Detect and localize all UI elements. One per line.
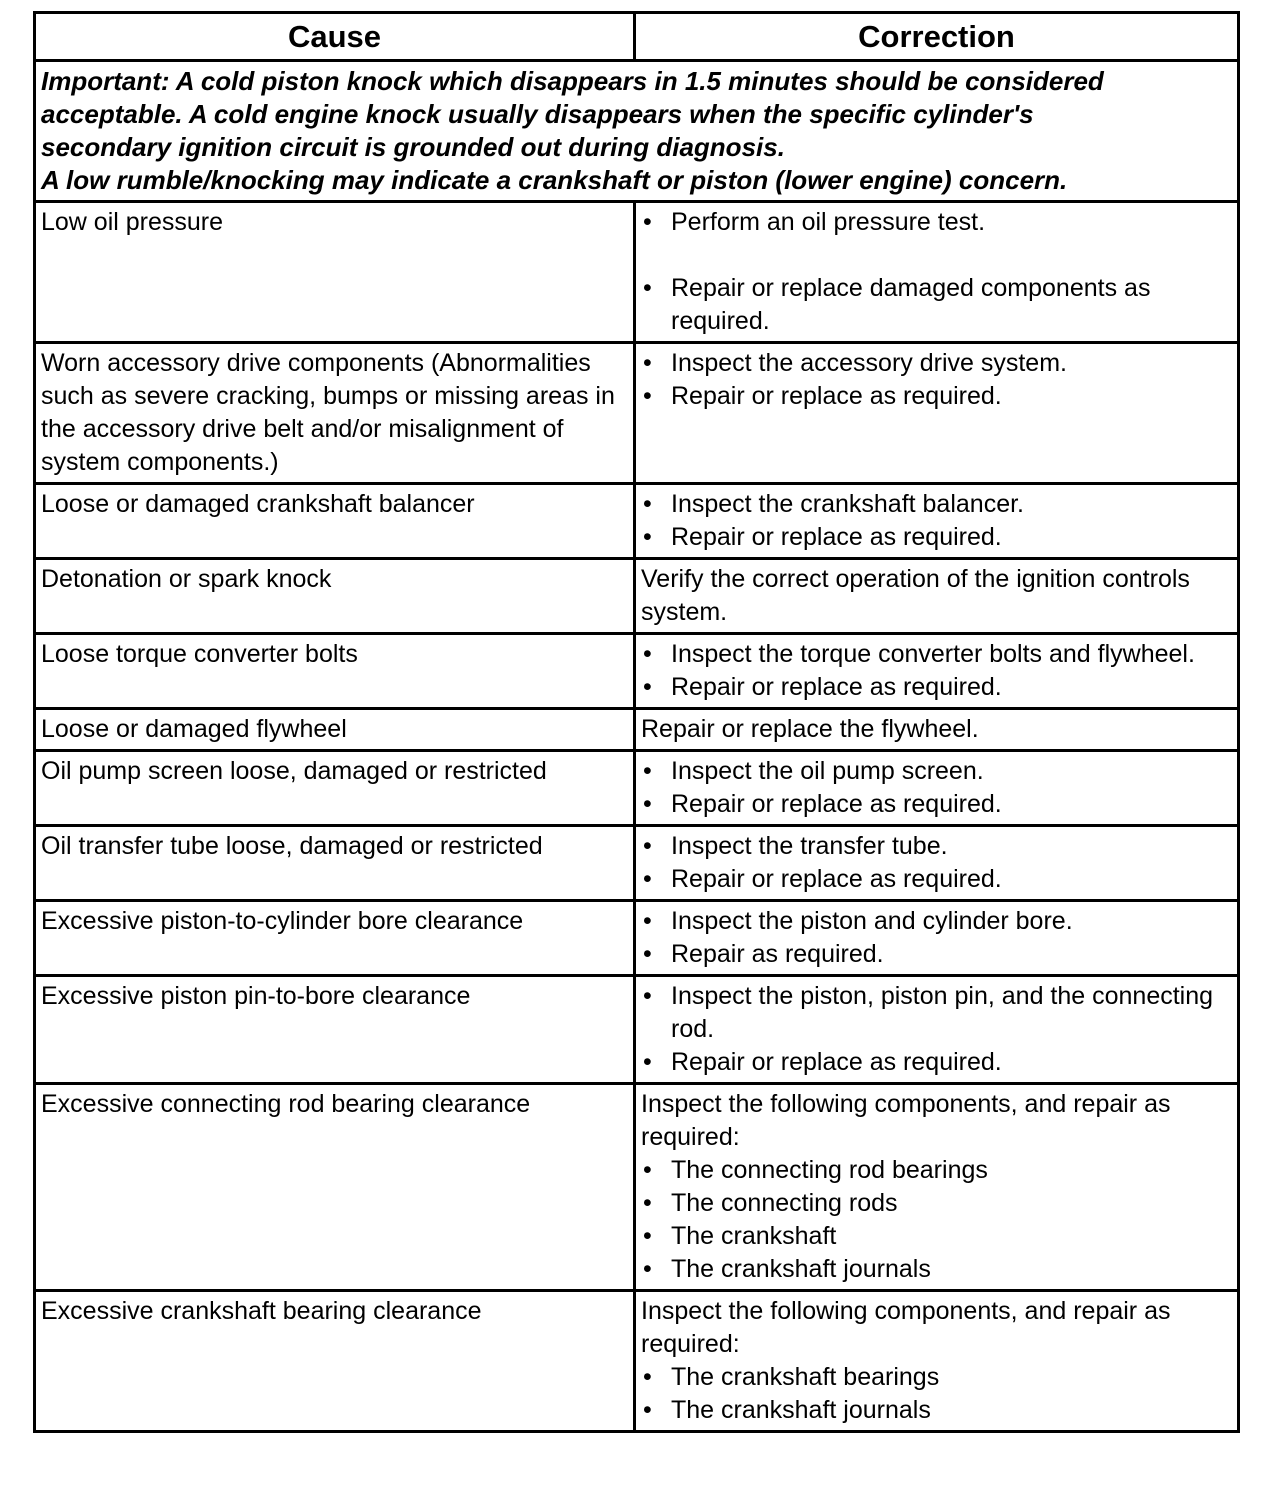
correction-bullet-list	[641, 488, 1232, 554]
cause-text: Loose torque converter bolts	[41, 640, 358, 668]
cause-text: Low oil pressure	[41, 208, 224, 236]
bullet-text: Inspect the torque converter bolts and flywheel.	[671, 640, 1195, 668]
bullet-icon: •	[643, 907, 652, 935]
correction-bullet	[641, 863, 1232, 896]
bullet-text: Inspect the accessory drive system.	[671, 349, 1067, 377]
note-line: A low rumble/knocking may indicate a crankshaft or piston (lower engine) concern.	[41, 165, 1068, 195]
correction-bullet	[641, 1361, 1232, 1394]
correction-bullet	[641, 1187, 1232, 1220]
bullet-icon: •	[643, 673, 652, 701]
bullet-icon: •	[643, 1156, 652, 1184]
bullet-icon: •	[643, 382, 652, 410]
correction-bullet-list	[641, 755, 1232, 821]
cause-cell	[35, 559, 635, 634]
bullet-icon: •	[643, 757, 652, 785]
cause-text: Oil pump screen loose, damaged or restricted	[41, 757, 547, 785]
cause-text: Oil transfer tube loose, damaged or restricted	[41, 832, 543, 860]
table-row	[35, 1084, 1239, 1291]
correction-bullet-list	[641, 980, 1232, 1079]
cause-text: Excessive connecting rod bearing clearance	[41, 1090, 531, 1118]
bullet-icon: •	[643, 1255, 652, 1283]
cause-cell	[35, 484, 635, 559]
correction-bullet	[641, 1394, 1232, 1427]
bullet-icon: •	[643, 1222, 652, 1250]
table-row	[35, 976, 1239, 1084]
bullet-text: The connecting rods	[671, 1189, 898, 1217]
important-note	[35, 61, 1239, 202]
table-row	[35, 751, 1239, 826]
correction-bullet	[641, 638, 1232, 671]
correction-bullet-list	[641, 830, 1232, 896]
cause-text: Loose or damaged crankshaft balancer	[41, 490, 475, 518]
cause-text: Worn accessory drive components (Abnormalities such as severe cracking, bumps or missing areas in the accessory drive belt and/or misalignment of system components.)	[41, 349, 615, 476]
correction-cell	[635, 634, 1239, 709]
important-note-row	[35, 61, 1239, 202]
correction-cell	[635, 976, 1239, 1084]
correction-bullet	[641, 1220, 1232, 1253]
bullet-text: Repair or replace damaged components as required.	[671, 274, 1151, 335]
bullet-icon: •	[643, 274, 652, 302]
correction-bullet-list	[641, 905, 1232, 971]
bullet-text: The crankshaft	[671, 1222, 837, 1250]
cause-text: Loose or damaged flywheel	[41, 715, 347, 743]
correction-cell	[635, 484, 1239, 559]
cause-text: Excessive piston pin-to-bore clearance	[41, 982, 471, 1010]
bullet-text: Inspect the transfer tube.	[671, 832, 948, 860]
correction-bullet	[641, 671, 1232, 704]
bullet-text: Inspect the oil pump screen.	[671, 757, 984, 785]
correction-cell	[635, 826, 1239, 901]
cause-text: Detonation or spark knock	[41, 565, 332, 593]
correction-bullet	[641, 1154, 1232, 1187]
bullet-icon: •	[643, 982, 652, 1010]
table-row	[35, 826, 1239, 901]
correction-cell	[635, 901, 1239, 976]
bullet-text: Repair or replace as required.	[671, 865, 1002, 893]
cause-cell	[35, 634, 635, 709]
bullet-icon: •	[643, 865, 652, 893]
bullet-icon: •	[643, 1189, 652, 1217]
cause-cell	[35, 1084, 635, 1291]
correction-cell	[635, 709, 1239, 751]
note-line: acceptable. A cold engine knock usually disappears when the specific cylinder's	[41, 99, 1034, 129]
bullet-text: Perform an oil pressure test.	[671, 208, 986, 236]
correction-bullet	[641, 380, 1232, 413]
correction-bullet	[641, 755, 1232, 788]
bullet-text: Inspect the piston, piston pin, and the connecting rod.	[671, 982, 1214, 1043]
correction-cell	[635, 1084, 1239, 1291]
bullet-icon: •	[643, 523, 652, 551]
bullet-text: The connecting rod bearings	[671, 1156, 988, 1184]
bullet-text: The crankshaft journals	[671, 1255, 931, 1283]
correction-cell	[635, 559, 1239, 634]
header-cause: Cause	[35, 13, 635, 61]
bullet-text: Inspect the crankshaft balancer.	[671, 490, 1024, 518]
correction-cell	[635, 751, 1239, 826]
bullet-icon: •	[643, 640, 652, 668]
bullet-text: Inspect the piston and cylinder bore.	[671, 907, 1073, 935]
table-row	[35, 901, 1239, 976]
correction-bullet-list	[641, 206, 1232, 338]
correction-bullet	[641, 1046, 1232, 1079]
correction-bullet	[641, 521, 1232, 554]
table-row	[35, 202, 1239, 343]
bullet-text: Repair or replace as required.	[671, 1048, 1002, 1076]
correction-text: Verify the correct operation of the ignition controls system.	[641, 565, 1190, 626]
cause-cell	[35, 202, 635, 343]
cause-cell	[35, 343, 635, 484]
bullet-text: Repair or replace as required.	[671, 790, 1002, 818]
correction-text: Inspect the following components, and repair as required:	[641, 1297, 1171, 1358]
correction-cell	[635, 343, 1239, 484]
table-row	[35, 343, 1239, 484]
correction-bullet	[641, 1253, 1232, 1286]
cause-cell	[35, 751, 635, 826]
note-line: secondary ignition circuit is grounded out during diagnosis.	[41, 132, 785, 162]
table-row	[35, 1291, 1239, 1432]
correction-bullet	[641, 830, 1232, 863]
correction-cell	[635, 1291, 1239, 1432]
cause-cell	[35, 901, 635, 976]
bullet-icon: •	[643, 1048, 652, 1076]
correction-bullet-list	[641, 347, 1232, 413]
cause-text: Excessive piston-to-cylinder bore clearance	[41, 907, 524, 935]
bullet-icon: •	[643, 832, 652, 860]
correction-bullet-list	[641, 1361, 1232, 1427]
cause-cell	[35, 976, 635, 1084]
bullet-icon: •	[643, 790, 652, 818]
bullet-icon: •	[643, 1363, 652, 1391]
correction-bullet	[641, 905, 1232, 938]
table-row	[35, 484, 1239, 559]
bullet-icon: •	[643, 1396, 652, 1424]
correction-bullet	[641, 980, 1232, 1046]
bullet-icon: •	[643, 940, 652, 968]
correction-text: Inspect the following components, and repair as required:	[641, 1090, 1171, 1151]
bullet-text: The crankshaft bearings	[671, 1363, 940, 1391]
correction-bullet-list	[641, 1154, 1232, 1286]
cause-cell	[35, 826, 635, 901]
correction-bullet-list	[641, 638, 1232, 704]
cause-cell	[35, 709, 635, 751]
correction-bullet	[641, 272, 1232, 338]
bullet-text: The crankshaft journals	[671, 1396, 931, 1424]
table-row	[35, 634, 1239, 709]
header-row	[35, 13, 1239, 61]
correction-cell	[635, 202, 1239, 343]
note-line: Important: A cold piston knock which disappears in 1.5 minutes should be considered	[41, 66, 1104, 96]
bullet-text: Repair as required.	[671, 940, 884, 968]
correction-bullet	[641, 938, 1232, 971]
correction-bullet	[641, 488, 1232, 521]
cause-cell	[35, 1291, 635, 1432]
diagnostic-table	[33, 11, 1240, 1433]
bullet-text: Repair or replace as required.	[671, 382, 1002, 410]
table-row	[35, 709, 1239, 751]
bullet-text: Repair or replace as required.	[671, 523, 1002, 551]
correction-bullet	[641, 206, 1232, 239]
correction-bullet	[641, 347, 1232, 380]
correction-text: Repair or replace the flywheel.	[641, 715, 979, 743]
bullet-icon: •	[643, 208, 652, 236]
bullet-text: Repair or replace as required.	[671, 673, 1002, 701]
bullet-icon: •	[643, 490, 652, 518]
header-correction: Correction	[635, 13, 1239, 61]
correction-bullet	[641, 788, 1232, 821]
cause-text: Excessive crankshaft bearing clearance	[41, 1297, 482, 1325]
table-row	[35, 559, 1239, 634]
bullet-icon: •	[643, 349, 652, 377]
